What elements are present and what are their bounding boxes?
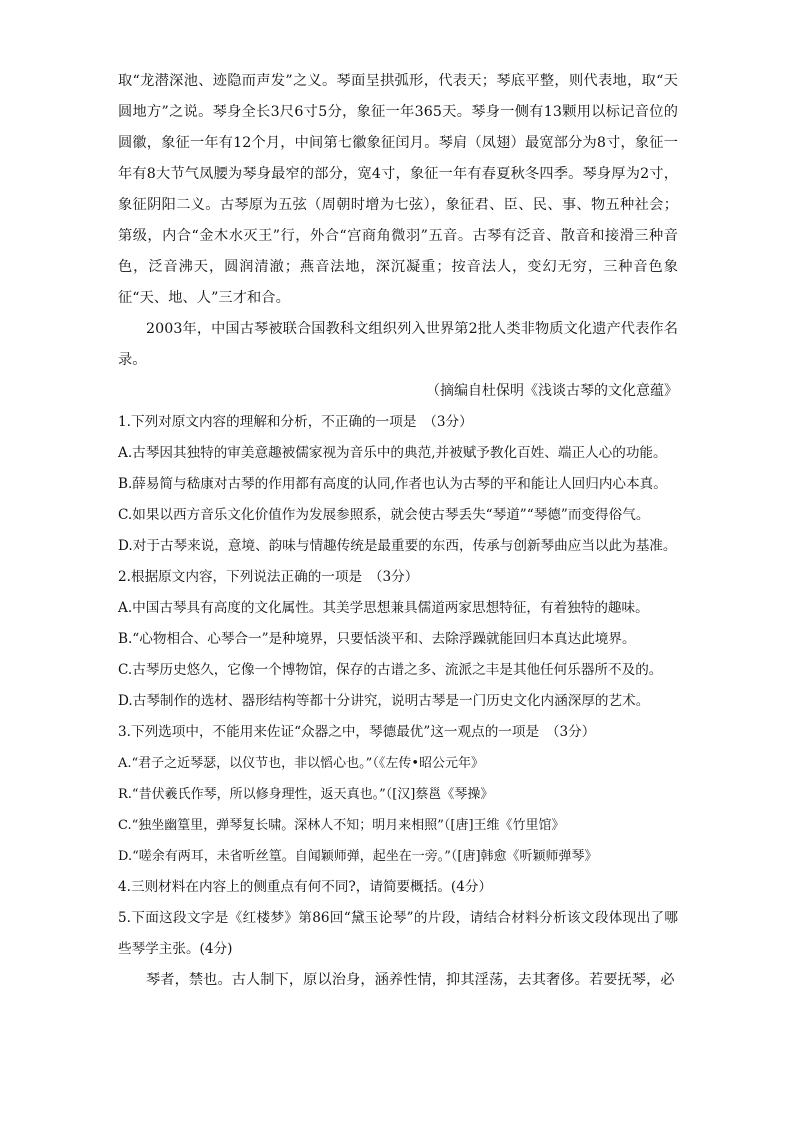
question-3-option-c: C.“独坐幽篁里，弹琴复长啸。深林人不知；明月来相照”（[唐]王维《竹里馆》 xyxy=(118,818,565,833)
question-1-stem: 1.下列对原文内容的理解和分析，不正确的一项是 （3分） xyxy=(118,414,473,430)
question-1 xyxy=(118,407,678,562)
question-3-option-b: R.“昔伏羲氏作琴，所以修身理性，返天真也。”（[汉]蔡邕《琴操》 xyxy=(118,787,494,802)
question-1-option-d: D.对于古琴来说，意境、韵味与情趣传统是最重要的东西，传承与创新琴曲应当以此为基准。 xyxy=(118,538,677,554)
question-1-option-c: C.如果以西方音乐文化价值作为发展参照系，就会使古琴丢失“琴道”“琴德”而变得俗气。 xyxy=(118,507,650,523)
question-4-stem: 4.三则材料在内容上的侧重点有何不同?，请简要概括。(4分） xyxy=(118,879,493,895)
question-1-option-a: A.古琴因其独特的审美意趣被儒家视为音乐中的典范,并被赋予教化百姓、端正人心的功能。 xyxy=(118,445,667,461)
question-5-stem: 5.下面这段文字是《红楼梦》第86回“黛玉论琴”的片段，请结合材料分析该文段体现出了哪些琴学主张。(4分) xyxy=(118,910,678,957)
question-2-stem: 2.根据原文内容，下列说法正确的一项是 （3分） xyxy=(118,569,419,585)
document-page xyxy=(118,66,678,996)
question-2-option-c: C.古琴历史悠久，它像一个博物馆，保存的古谱之多、流派之丰是其他任何乐器所不及的。 xyxy=(118,662,663,678)
question-3 xyxy=(118,717,678,872)
question-2 xyxy=(118,562,678,717)
question-2-option-b: B.“心物相合、心琴合一”是种境界，只要恬淡平和、去除浮躁就能回归本真达此境界。 xyxy=(118,631,636,647)
question-1-option-b: B.薛易简与嵇康对古琴的作用都有高度的认同,作者也认为古琴的平和能让人回归内心本真。 xyxy=(118,476,667,492)
question-2-option-a: A.中国古琴具有高度的文化属性。其美学思想兼具儒道两家思想特征，有着独特的趣味。 xyxy=(118,600,649,616)
passage-paragraph-2: 2003年，中国古琴被联合国教科文组织列入世界第2批人类非物质文化遗产代表作名录。 xyxy=(118,321,678,368)
question-3-option-d: D.“嗟余有两耳，未省听丝篁。自闻颖师弹，起坐在一旁。”（[唐]韩愈《听颖师弹琴》 xyxy=(118,849,598,864)
question-3-stem: 3.下列选项中，不能用来佐证“众器之中，琴德最优”这一观点的一项是 （3分） xyxy=(118,724,596,740)
passage-source: （摘编自杜保明《浅谈古琴的文化意蕴》 xyxy=(426,383,678,399)
excerpt-paragraph: 琴者，禁也。古人制下，原以治身，涵养性情，抑其淫荡，去其奢侈。若要抚琴，必 xyxy=(146,972,675,988)
question-2-option-d: D.古琴制作的选材、器形结构等都十分讲究，说明古琴是一门历史文化内涵深厚的艺术。 xyxy=(118,693,650,709)
passage-paragraph-1: 取“龙潜深池、迹隐而声发”之义。琴面呈拱弧形，代表天；琴底平整，则代表地，取“天圆地方”之说。琴身全长3尺6寸5分，象征一年365天。琴身一侧有13颗用以标记音位的圆徽，象征一年有12个月，中间第七徽象征闰月。琴肩（凤翅）最宽部分为8寸，象征一年有8大节气凤腰为琴身最窄的部分，宽4寸，象征一年有春夏秋冬四季。琴身厚为2寸，象征阴阳二义。古琴原为五弦（周朝时增为七弦），象征君、臣、民、事、物五种社会；第级，内合“金木水灭王”行，外合“宫商角微羽”五音。古琴有泛音、散音和接滑三种音色，泛音沸天，圆润清澈；燕音法地，深沉凝重；按音法人，变幻无穷，三种音色象征“天、地、人”三才和合。 xyxy=(118,73,678,306)
question-3-option-a: A.“君子之近琴瑟，以仪节也，非以慆心也。”（《左传•昭公元年》 xyxy=(118,756,484,771)
